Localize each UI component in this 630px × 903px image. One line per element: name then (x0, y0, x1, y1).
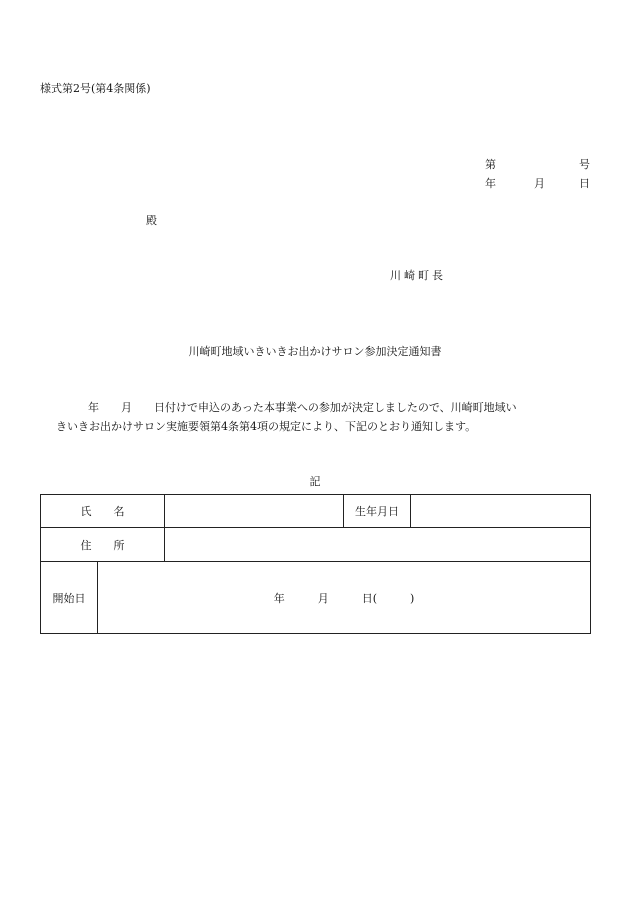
start-date-label: 開始日 (41, 562, 98, 634)
start-date-field[interactable]: 年 月 日( ) (98, 562, 591, 634)
address-label: 住 所 (41, 528, 165, 562)
addressee-honorific: 殿 (146, 214, 157, 227)
body-text (56, 398, 556, 436)
address-field[interactable] (165, 528, 591, 562)
reference-date-year: 年 (485, 177, 496, 190)
name-label: 氏 名 (41, 495, 165, 528)
issuer: 川崎町長 (390, 269, 446, 282)
name-field[interactable] (165, 495, 344, 528)
reference-number (485, 156, 590, 172)
form-row-address (41, 528, 591, 562)
document-title: 川崎町地域いきいきお出かけサロン参加決定通知書 (188, 345, 442, 358)
reference-date (485, 175, 590, 191)
body-line-1: 年 月 日付けで申込のあった本事業への参加が決定しましたので、川崎町地域い (88, 401, 517, 414)
body-line-2: きいきお出かけサロン実施要領第4条第4項の規定により、下記のとおり通知します。 (56, 420, 477, 433)
reference-date-day: 日 (579, 177, 590, 190)
reference-number-suffix: 号 (579, 158, 590, 171)
form-number: 様式第2号(第4条関係) (40, 82, 151, 95)
reference-date-month: 月 (534, 177, 545, 190)
birthdate-label: 生年月日 (344, 495, 411, 528)
form-row-name (41, 495, 591, 528)
birthdate-field[interactable] (411, 495, 591, 528)
reference-number-prefix: 第 (485, 158, 496, 171)
notice-form-table (40, 494, 591, 634)
record-heading: 記 (309, 475, 321, 488)
form-row-start-date (41, 562, 591, 634)
